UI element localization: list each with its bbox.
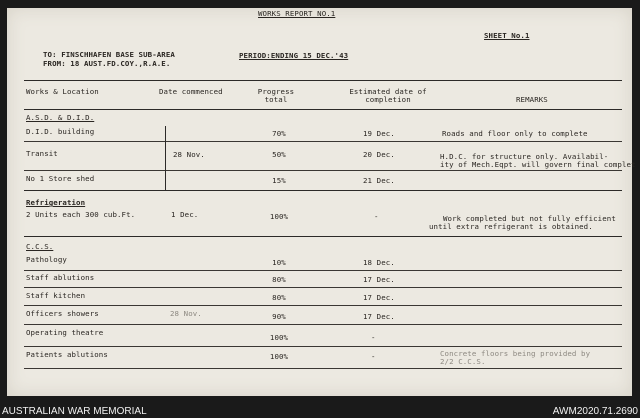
row-works: Officers showers <box>26 309 99 318</box>
report-title: WORKS REPORT NO.1 <box>258 9 336 18</box>
col-est: Estimated date of <box>349 87 427 96</box>
row-completion: 18 Dec. <box>363 258 395 267</box>
row-date: 28 Nov. <box>173 150 205 159</box>
rule <box>24 287 622 288</box>
col-remarks: REMARKS <box>516 95 548 104</box>
row-date: 28 Nov. <box>170 309 202 318</box>
footer-institution: AUSTRALIAN WAR MEMORIAL <box>2 406 147 417</box>
row-works: Transit <box>26 149 58 158</box>
row-progress: 90% <box>272 312 286 321</box>
row-progress: 10% <box>272 258 286 267</box>
row-remarks: Concrete floors being provided by <box>440 349 591 358</box>
rule <box>24 190 622 191</box>
row-progress: 15% <box>272 176 286 185</box>
row-remarks-2: 2/2 C.C.S. <box>440 357 486 366</box>
row-works: Pathology <box>26 255 67 264</box>
row-completion: 17 Dec. <box>363 312 395 321</box>
row-progress: 70% <box>272 129 286 138</box>
sheet-number: SHEET No.1 <box>484 31 530 40</box>
document-page <box>7 8 636 396</box>
brace-mark <box>161 126 166 190</box>
row-works: 2 Units each 300 cub.Ft. <box>26 210 136 219</box>
row-date: 1 Dec. <box>171 210 199 219</box>
row-progress: 100% <box>269 333 289 342</box>
rule <box>24 109 622 110</box>
row-works: Operating theatre <box>26 328 104 337</box>
rule <box>24 270 622 271</box>
section-heading: A.S.D. & D.I.D. <box>26 113 95 122</box>
row-completion: 17 Dec. <box>363 275 395 284</box>
row-works: Patients ablutions <box>26 350 108 359</box>
row-completion: 17 Dec. <box>363 293 395 302</box>
row-progress: 50% <box>272 150 286 159</box>
rule <box>24 170 622 171</box>
from-line: FROM: 18 AUST.FD.COY.,R.A.E. <box>43 59 171 68</box>
footer-accession: AWM2020.71.2690 <box>552 406 638 417</box>
row-remarks: Roads and floor only to complete <box>442 129 588 138</box>
col-date: Date commenced <box>159 87 223 96</box>
row-remarks-2: ity of Mech.Eqpt. will govern final complet <box>440 160 636 169</box>
period-line: PERIOD:ENDING 15 DEC.'43 <box>239 51 349 60</box>
col-progress-2: total <box>264 95 288 104</box>
row-completion: 21 Dec. <box>363 176 395 185</box>
rule <box>24 305 622 306</box>
rule <box>24 346 622 347</box>
to-line: TO: FINSCHHAFEN BASE SUB-AREA <box>43 50 175 59</box>
row-progress: 80% <box>272 275 286 284</box>
col-progress: Progress <box>257 87 295 96</box>
rule <box>24 236 622 237</box>
section-heading: Refrigeration <box>26 198 86 207</box>
row-completion: 19 Dec. <box>363 129 395 138</box>
row-completion: 20 Dec. <box>363 150 395 159</box>
row-works: No 1 Store shed <box>26 174 95 183</box>
col-est-2: completion <box>365 95 411 104</box>
row-works: Staff ablutions <box>26 273 95 282</box>
row-works: Staff kitchen <box>26 291 86 300</box>
section-heading: C.C.S. <box>26 242 54 251</box>
row-remarks: H.D.C. for structure only. Availabil- <box>440 152 609 161</box>
row-completion: - <box>371 352 376 361</box>
row-progress: 100% <box>269 212 289 221</box>
row-progress: 80% <box>272 293 286 302</box>
row-completion: - <box>371 333 376 342</box>
rule <box>24 324 622 325</box>
row-remarks-2: until extra refrigerant is obtained. <box>429 222 593 231</box>
row-remarks: Work completed but not fully efficient <box>443 214 616 223</box>
rule <box>24 80 622 81</box>
col-works: Works & Location <box>26 87 99 96</box>
rule <box>24 368 622 369</box>
row-works: D.I.D. building <box>26 127 95 136</box>
rule <box>24 141 622 142</box>
row-progress: 100% <box>269 352 289 361</box>
row-completion: - <box>374 212 379 221</box>
